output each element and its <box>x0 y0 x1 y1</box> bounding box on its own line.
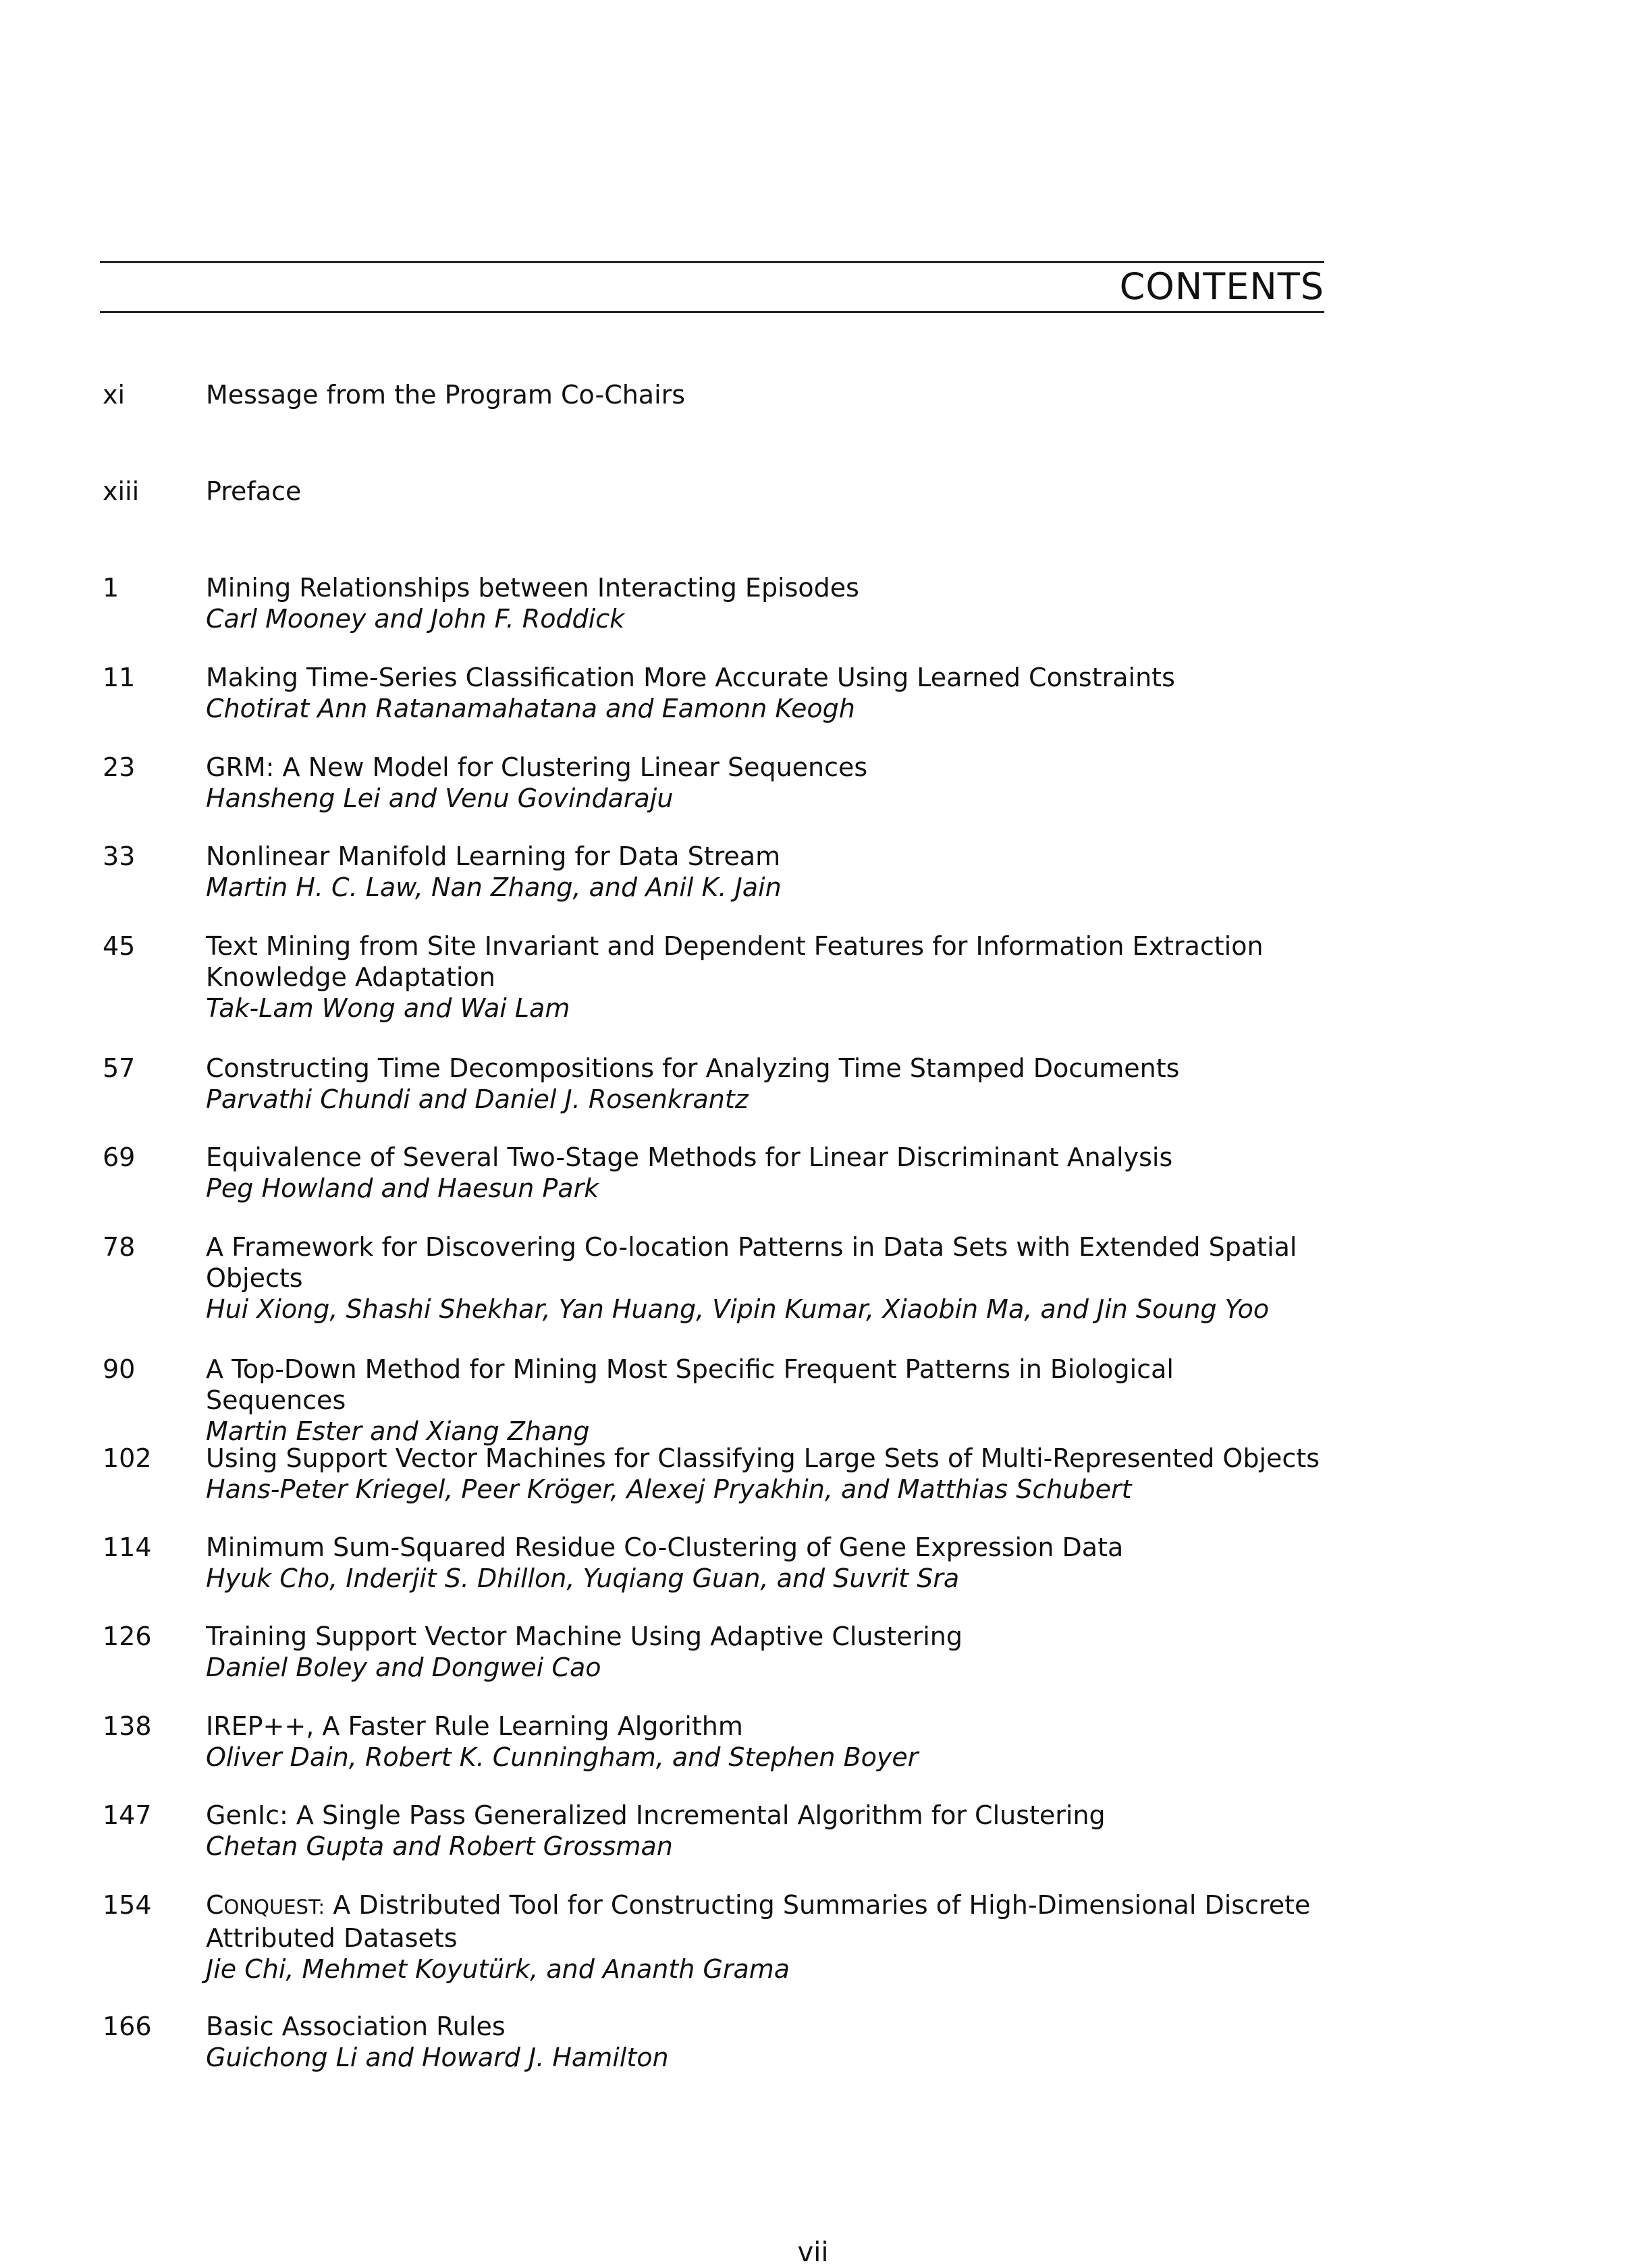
toc-entry-text <box>206 1621 1320 1683</box>
toc-entry-authors: Carl Mooney and John F. Roddick <box>206 604 625 634</box>
toc-entry-text <box>206 1889 1320 1985</box>
toc-page-number: 1 <box>103 573 119 603</box>
toc-entry-text <box>206 662 1320 724</box>
toc-entry-title: Constructing Time Decompositions for Analyzing Time Stamped Documents <box>206 1053 1180 1083</box>
toc-entry-text <box>206 1053 1320 1115</box>
toc-entry-authors: Hui Xiong, Shashi Shekhar, Yan Huang, Vipin Kumar, Xiaobin Ma, and Jin Soung Yoo <box>206 1294 1270 1324</box>
header-rule-bottom <box>100 311 1324 313</box>
toc-entry-authors: Martin Ester and Xiang Zhang <box>206 1416 590 1446</box>
toc-entry-authors: Tak-Lam Wong and Wai Lam <box>206 993 570 1023</box>
toc-entry-title: Using Support Vector Machines for Classifying Large Sets of Multi-Represented Objects <box>206 1443 1320 1473</box>
toc-page-number: 102 <box>103 1443 152 1473</box>
toc-page-number: 45 <box>103 931 136 961</box>
toc-page-number: 57 <box>103 1053 136 1083</box>
toc-title-text: A Distributed Tool for Constructing Summaries of High-Dimensional Discrete <box>333 1890 1311 1920</box>
toc-entry-title: Preface <box>206 476 302 506</box>
toc-title-smallcaps-prefix: CONQUEST: <box>206 1890 325 1920</box>
toc-entry-text <box>206 476 1320 507</box>
toc-entry-text <box>206 1232 1320 1325</box>
toc-entry-text <box>206 931 1320 1024</box>
toc-entry-title <box>206 1889 1320 1923</box>
toc-entry-text <box>206 1532 1320 1594</box>
toc-entry-authors: Chetan Gupta and Robert Grossman <box>206 1831 673 1861</box>
toc-entry-title: Nonlinear Manifold Learning for Data Stream <box>206 841 781 871</box>
toc-page-number: 78 <box>103 1232 136 1262</box>
toc-entry-title: Text Mining from Site Invariant and Dependent Features for Information Extraction <box>206 931 1264 961</box>
toc-page-number: xi <box>103 380 126 410</box>
toc-entry-authors: Hyuk Cho, Inderjit S. Dhillon, Yuqiang Guan, and Suvrit Sra <box>206 1564 960 1593</box>
page-folio: vii <box>797 2237 829 2268</box>
toc-page-number: 154 <box>103 1890 152 1920</box>
toc-entry-text <box>206 841 1320 903</box>
toc-entry-text <box>206 1800 1320 1862</box>
toc-page-number: 11 <box>103 663 136 692</box>
toc-entry-title: A Framework for Discovering Co-location Patterns in Data Sets with Extended Spatial <box>206 1232 1297 1262</box>
toc-entry-text <box>206 1354 1320 1447</box>
toc-page-number: xiii <box>103 476 140 506</box>
toc-entry-title: Making Time-Series Classification More Accurate Using Learned Constraints <box>206 663 1175 692</box>
toc-entry-title: Mining Relationships between Interacting Episodes <box>206 573 859 603</box>
toc-entry-text <box>206 379 1320 410</box>
toc-page-number: 138 <box>103 1711 152 1741</box>
toc-page-number: 33 <box>103 841 136 871</box>
toc-entry-authors: Peg Howland and Haesun Park <box>206 1173 599 1203</box>
toc-entry-title: IREP++, A Faster Rule Learning Algorithm <box>206 1711 743 1741</box>
toc-page-number: 147 <box>103 1800 152 1830</box>
toc-entry-authors: Hansheng Lei and Venu Govindaraju <box>206 783 674 813</box>
toc-page-number: 90 <box>103 1354 136 1384</box>
toc-entry-title: Message from the Program Co-Chairs <box>206 380 686 410</box>
toc-entry-title: Minimum Sum-Squared Residue Co-Clustering of Gene Expression Data <box>206 1532 1124 1562</box>
toc-entry-text <box>206 1711 1320 1773</box>
page-title: CONTENTS <box>1119 265 1324 308</box>
toc-entry-authors: Chotirat Ann Ratanamahatana and Eamonn Keogh <box>206 694 855 723</box>
toc-entry-title: Equivalence of Several Two-Stage Methods for Linear Discriminant Analysis <box>206 1142 1173 1172</box>
toc-entry-authors: Daniel Boley and Dongwei Cao <box>206 1653 601 1682</box>
toc-entry-authors: Martin H. C. Law, Nan Zhang, and Anil K. Jain <box>206 873 782 902</box>
header-rule-top <box>100 261 1324 263</box>
toc-page-number: 126 <box>103 1622 152 1651</box>
toc-entry-title: Attributed Datasets <box>206 1923 458 1953</box>
toc-entry-authors: Oliver Dain, Robert K. Cunningham, and Stephen Boyer <box>206 1742 919 1772</box>
toc-entry-text <box>206 1443 1320 1505</box>
toc-page-number: 166 <box>103 2012 152 2041</box>
toc-entry-text <box>206 572 1320 634</box>
toc-entry-authors: Hans-Peter Kriegel, Peer Kröger, Alexej Pryakhin, and Matthias Schubert <box>206 1474 1132 1504</box>
toc-entry-text <box>206 1142 1320 1204</box>
toc-page-number: 23 <box>103 752 136 782</box>
toc-entry-text <box>206 752 1320 814</box>
toc-entry-text <box>206 2011 1320 2073</box>
toc-entry-title: Basic Association Rules <box>206 2012 506 2041</box>
toc-entry-title: GRM: A New Model for Clustering Linear Sequences <box>206 752 868 782</box>
toc-entry-authors: Jie Chi, Mehmet Koyutürk, and Ananth Grama <box>206 1954 790 1984</box>
toc-entry-title: A Top-Down Method for Mining Most Specific Frequent Patterns in Biological Sequences <box>206 1354 1174 1415</box>
toc-entry-title: GenIc: A Single Pass Generalized Incremental Algorithm for Clustering <box>206 1800 1106 1830</box>
toc-page-number: 114 <box>103 1532 152 1562</box>
toc-entry-authors: Guichong Li and Howard J. Hamilton <box>206 2043 669 2072</box>
toc-entry-title: Training Support Vector Machine Using Adaptive Clustering <box>206 1622 963 1651</box>
toc-entry-title: Objects <box>206 1263 303 1293</box>
toc-page-number: 69 <box>103 1142 136 1172</box>
toc-entry-authors: Parvathi Chundi and Daniel J. Rosenkrantz <box>206 1084 749 1114</box>
toc-entry-title: Knowledge Adaptation <box>206 962 495 992</box>
